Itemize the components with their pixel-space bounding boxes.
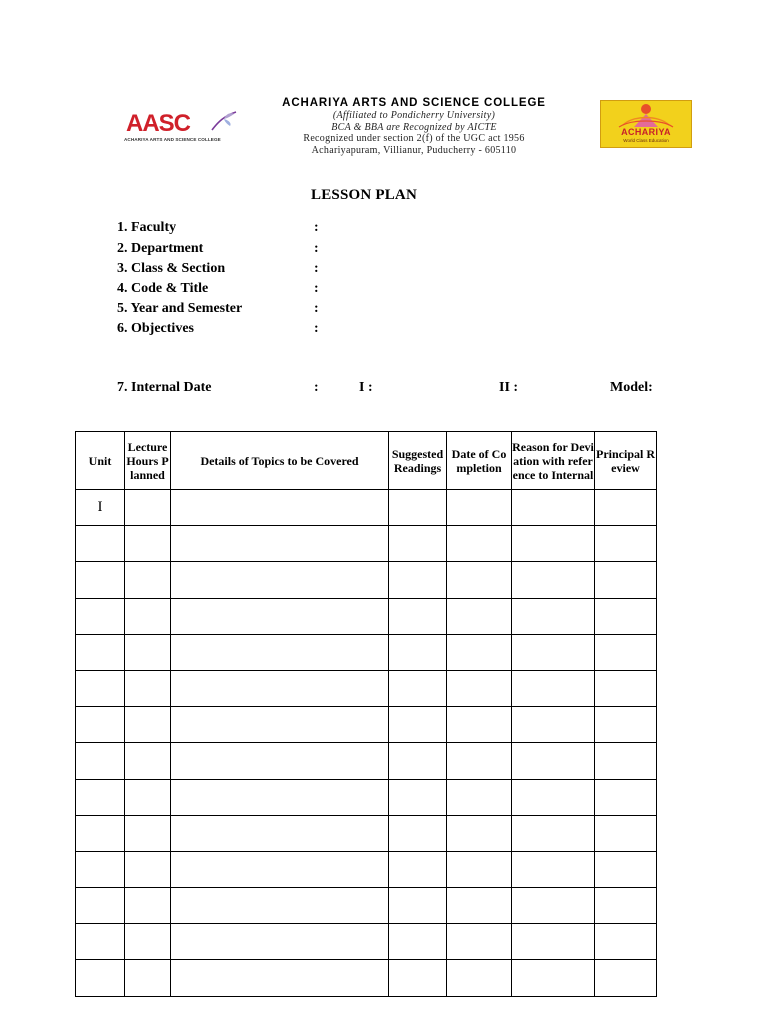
field-label: 3. Class & Section [117,260,226,276]
field-label: 5. Year and Semester [117,300,243,316]
unit-cell[interactable] [76,670,125,706]
unit-cell[interactable] [76,707,125,743]
lecture-hours-cell[interactable] [125,924,171,960]
lecture-hours-cell[interactable] [125,743,171,779]
readings-cell[interactable] [389,562,447,598]
topics-cell[interactable] [171,960,389,996]
principal-review-cell[interactable] [595,924,657,960]
field-department [0,239,768,259]
topics-cell[interactable] [171,707,389,743]
lecture-hours-cell[interactable] [125,851,171,887]
college-name: ACHARIYA ARTS AND SCIENCE COLLEGE [282,97,546,109]
field-label: 4. Code & Title [117,280,209,296]
topics-cell[interactable] [171,598,389,634]
column-header-readings: Suggested Readings [389,432,447,490]
column-header-deviation-reason: Reason for Deviation with reference to Internal [512,432,595,490]
college-info [232,96,596,156]
topics-cell[interactable] [171,743,389,779]
field-colon: : [314,220,319,235]
completion-date-cell[interactable] [447,634,512,670]
sun-figure-icon [601,101,691,129]
address-line: Achariyapuram, Villianur, Puducherry - 605110 [311,144,517,156]
internal-model: Model: [610,379,653,395]
field-year-semester [0,299,768,319]
completion-date-cell[interactable] [447,598,512,634]
principal-review-cell[interactable] [595,779,657,815]
aasc-logo-text: AASC [126,110,191,137]
deviation-reason-cell[interactable] [512,960,595,996]
table-row [76,598,657,634]
principal-review-cell[interactable] [595,815,657,851]
principal-review-cell[interactable] [595,490,657,526]
readings-cell[interactable] [389,960,447,996]
topics-cell[interactable] [171,779,389,815]
completion-date-cell[interactable] [447,888,512,924]
completion-date-cell[interactable] [447,779,512,815]
completion-date-cell[interactable] [447,562,512,598]
readings-cell[interactable] [389,743,447,779]
readings-cell[interactable] [389,924,447,960]
lecture-hours-cell[interactable] [125,779,171,815]
column-header-unit: Unit [76,432,125,490]
deviation-reason-cell[interactable] [512,598,595,634]
readings-cell[interactable] [389,888,447,924]
ugc-line: Recognized under section 2(f) of the UGC act 1956 [303,133,525,144]
field-colon: : [314,300,319,316]
unit-cell[interactable] [76,598,125,634]
unit-cell[interactable] [76,779,125,815]
completion-date-cell[interactable] [447,815,512,851]
table-row [76,670,657,706]
lecture-hours-cell[interactable] [125,598,171,634]
unit-cell[interactable] [76,924,125,960]
topics-cell[interactable] [171,670,389,706]
field-colon: : [314,240,319,256]
topics-cell[interactable] [171,562,389,598]
deviation-reason-cell[interactable] [512,490,595,526]
readings-cell[interactable] [389,598,447,634]
principal-review-cell[interactable] [595,670,657,706]
field-colon: : [314,260,319,276]
topics-cell[interactable] [171,815,389,851]
unit-cell[interactable]: I [76,490,125,526]
readings-cell[interactable] [389,526,447,562]
field-class-section [0,259,768,279]
field-faculty [0,218,768,238]
readings-cell[interactable] [389,670,447,706]
topics-cell[interactable] [171,634,389,670]
achariya-logo-tagline: World Class Education [623,138,669,143]
unit-cell[interactable] [76,634,125,670]
completion-date-cell[interactable] [447,526,512,562]
lecture-hours-cell[interactable] [125,960,171,996]
unit-cell[interactable] [76,562,125,598]
completion-date-cell[interactable] [447,851,512,887]
readings-cell[interactable] [389,815,447,851]
principal-review-cell[interactable] [595,634,657,670]
table-row [76,851,657,887]
table-row [76,924,657,960]
table-row [76,779,657,815]
principal-review-cell[interactable] [595,743,657,779]
deviation-reason-cell[interactable] [512,707,595,743]
internal-second: II : [499,379,519,395]
lecture-hours-cell[interactable] [125,634,171,670]
table-row [76,707,657,743]
page-title: LESSON PLAN [311,187,417,203]
aicte-line: BCA & BBA are Recognized by AICTE [331,121,497,133]
column-header-principal-review: Principal Review [595,432,657,490]
lecture-hours-cell[interactable] [125,562,171,598]
principal-review-cell[interactable] [595,960,657,996]
column-header-completion-date: Date of Completion [447,432,512,490]
field-internal-date [0,378,768,398]
field-label: 7. Internal Date [117,379,212,395]
table-row [76,526,657,562]
topics-cell[interactable] [171,851,389,887]
table-row [76,634,657,670]
affiliation-line: (Affiliated to Pondicherry University) [332,110,496,121]
field-objectives [0,319,768,339]
lecture-hours-cell[interactable] [125,490,171,526]
aasc-logo [124,110,244,144]
unit-cell[interactable] [76,888,125,924]
topics-cell[interactable] [171,526,389,562]
lesson-plan-table [75,431,657,997]
principal-review-cell[interactable] [595,526,657,562]
deviation-reason-cell[interactable] [512,888,595,924]
field-colon: : [314,379,319,395]
lecture-hours-cell[interactable] [125,888,171,924]
table-body [76,490,657,997]
column-header-lecture-hours: Lecture Hours Planned [125,432,171,490]
unit-cell[interactable] [76,526,125,562]
deviation-reason-cell[interactable] [512,779,595,815]
deviation-reason-cell[interactable] [512,851,595,887]
field-colon: : [314,280,319,296]
completion-date-cell[interactable] [447,707,512,743]
internal-first: I : [359,379,373,395]
completion-date-cell[interactable] [447,670,512,706]
unit-cell[interactable] [76,815,125,851]
field-label: 6. Objectives [117,320,194,336]
lecture-hours-cell[interactable] [125,670,171,706]
deviation-reason-cell[interactable] [512,670,595,706]
topics-cell[interactable] [171,490,389,526]
readings-cell[interactable] [389,634,447,670]
aasc-logo-subtitle: ACHARIYA ARTS AND SCIENCE COLLEGE [124,137,221,142]
lecture-hours-cell[interactable] [125,707,171,743]
deviation-reason-cell[interactable] [512,924,595,960]
field-colon: : [314,320,319,336]
readings-cell[interactable] [389,851,447,887]
field-label: 2. Department [117,240,204,256]
table-header-row [76,432,657,490]
achariya-logo [600,100,692,148]
table-row [76,562,657,598]
lecture-hours-cell[interactable] [125,526,171,562]
completion-date-cell[interactable] [447,924,512,960]
readings-cell[interactable] [389,707,447,743]
principal-review-cell[interactable] [595,851,657,887]
lecture-hours-cell[interactable] [125,815,171,851]
deviation-reason-cell[interactable] [512,526,595,562]
topics-cell[interactable] [171,888,389,924]
college-header [124,96,694,156]
table-row [76,490,657,526]
field-code-title [0,279,768,299]
achariya-logo-text: ACHARIYA [621,127,671,137]
column-header-topics: Details of Topics to be Covered [171,432,389,490]
principal-review-cell[interactable] [595,598,657,634]
readings-cell[interactable] [389,779,447,815]
completion-date-cell[interactable] [447,743,512,779]
deviation-reason-cell[interactable] [512,743,595,779]
topics-cell[interactable] [171,924,389,960]
principal-review-cell[interactable] [595,562,657,598]
principal-review-cell[interactable] [595,707,657,743]
unit-cell[interactable] [76,851,125,887]
table-row [76,743,657,779]
readings-cell[interactable] [389,490,447,526]
deviation-reason-cell[interactable] [512,815,595,851]
unit-cell[interactable] [76,960,125,996]
deviation-reason-cell[interactable] [512,634,595,670]
completion-date-cell[interactable] [447,960,512,996]
deviation-reason-cell[interactable] [512,562,595,598]
table-row [76,815,657,851]
table-row [76,888,657,924]
completion-date-cell[interactable] [447,490,512,526]
principal-review-cell[interactable] [595,888,657,924]
field-label: 1. Faculty [117,220,177,235]
table-row [76,960,657,996]
unit-cell[interactable] [76,743,125,779]
